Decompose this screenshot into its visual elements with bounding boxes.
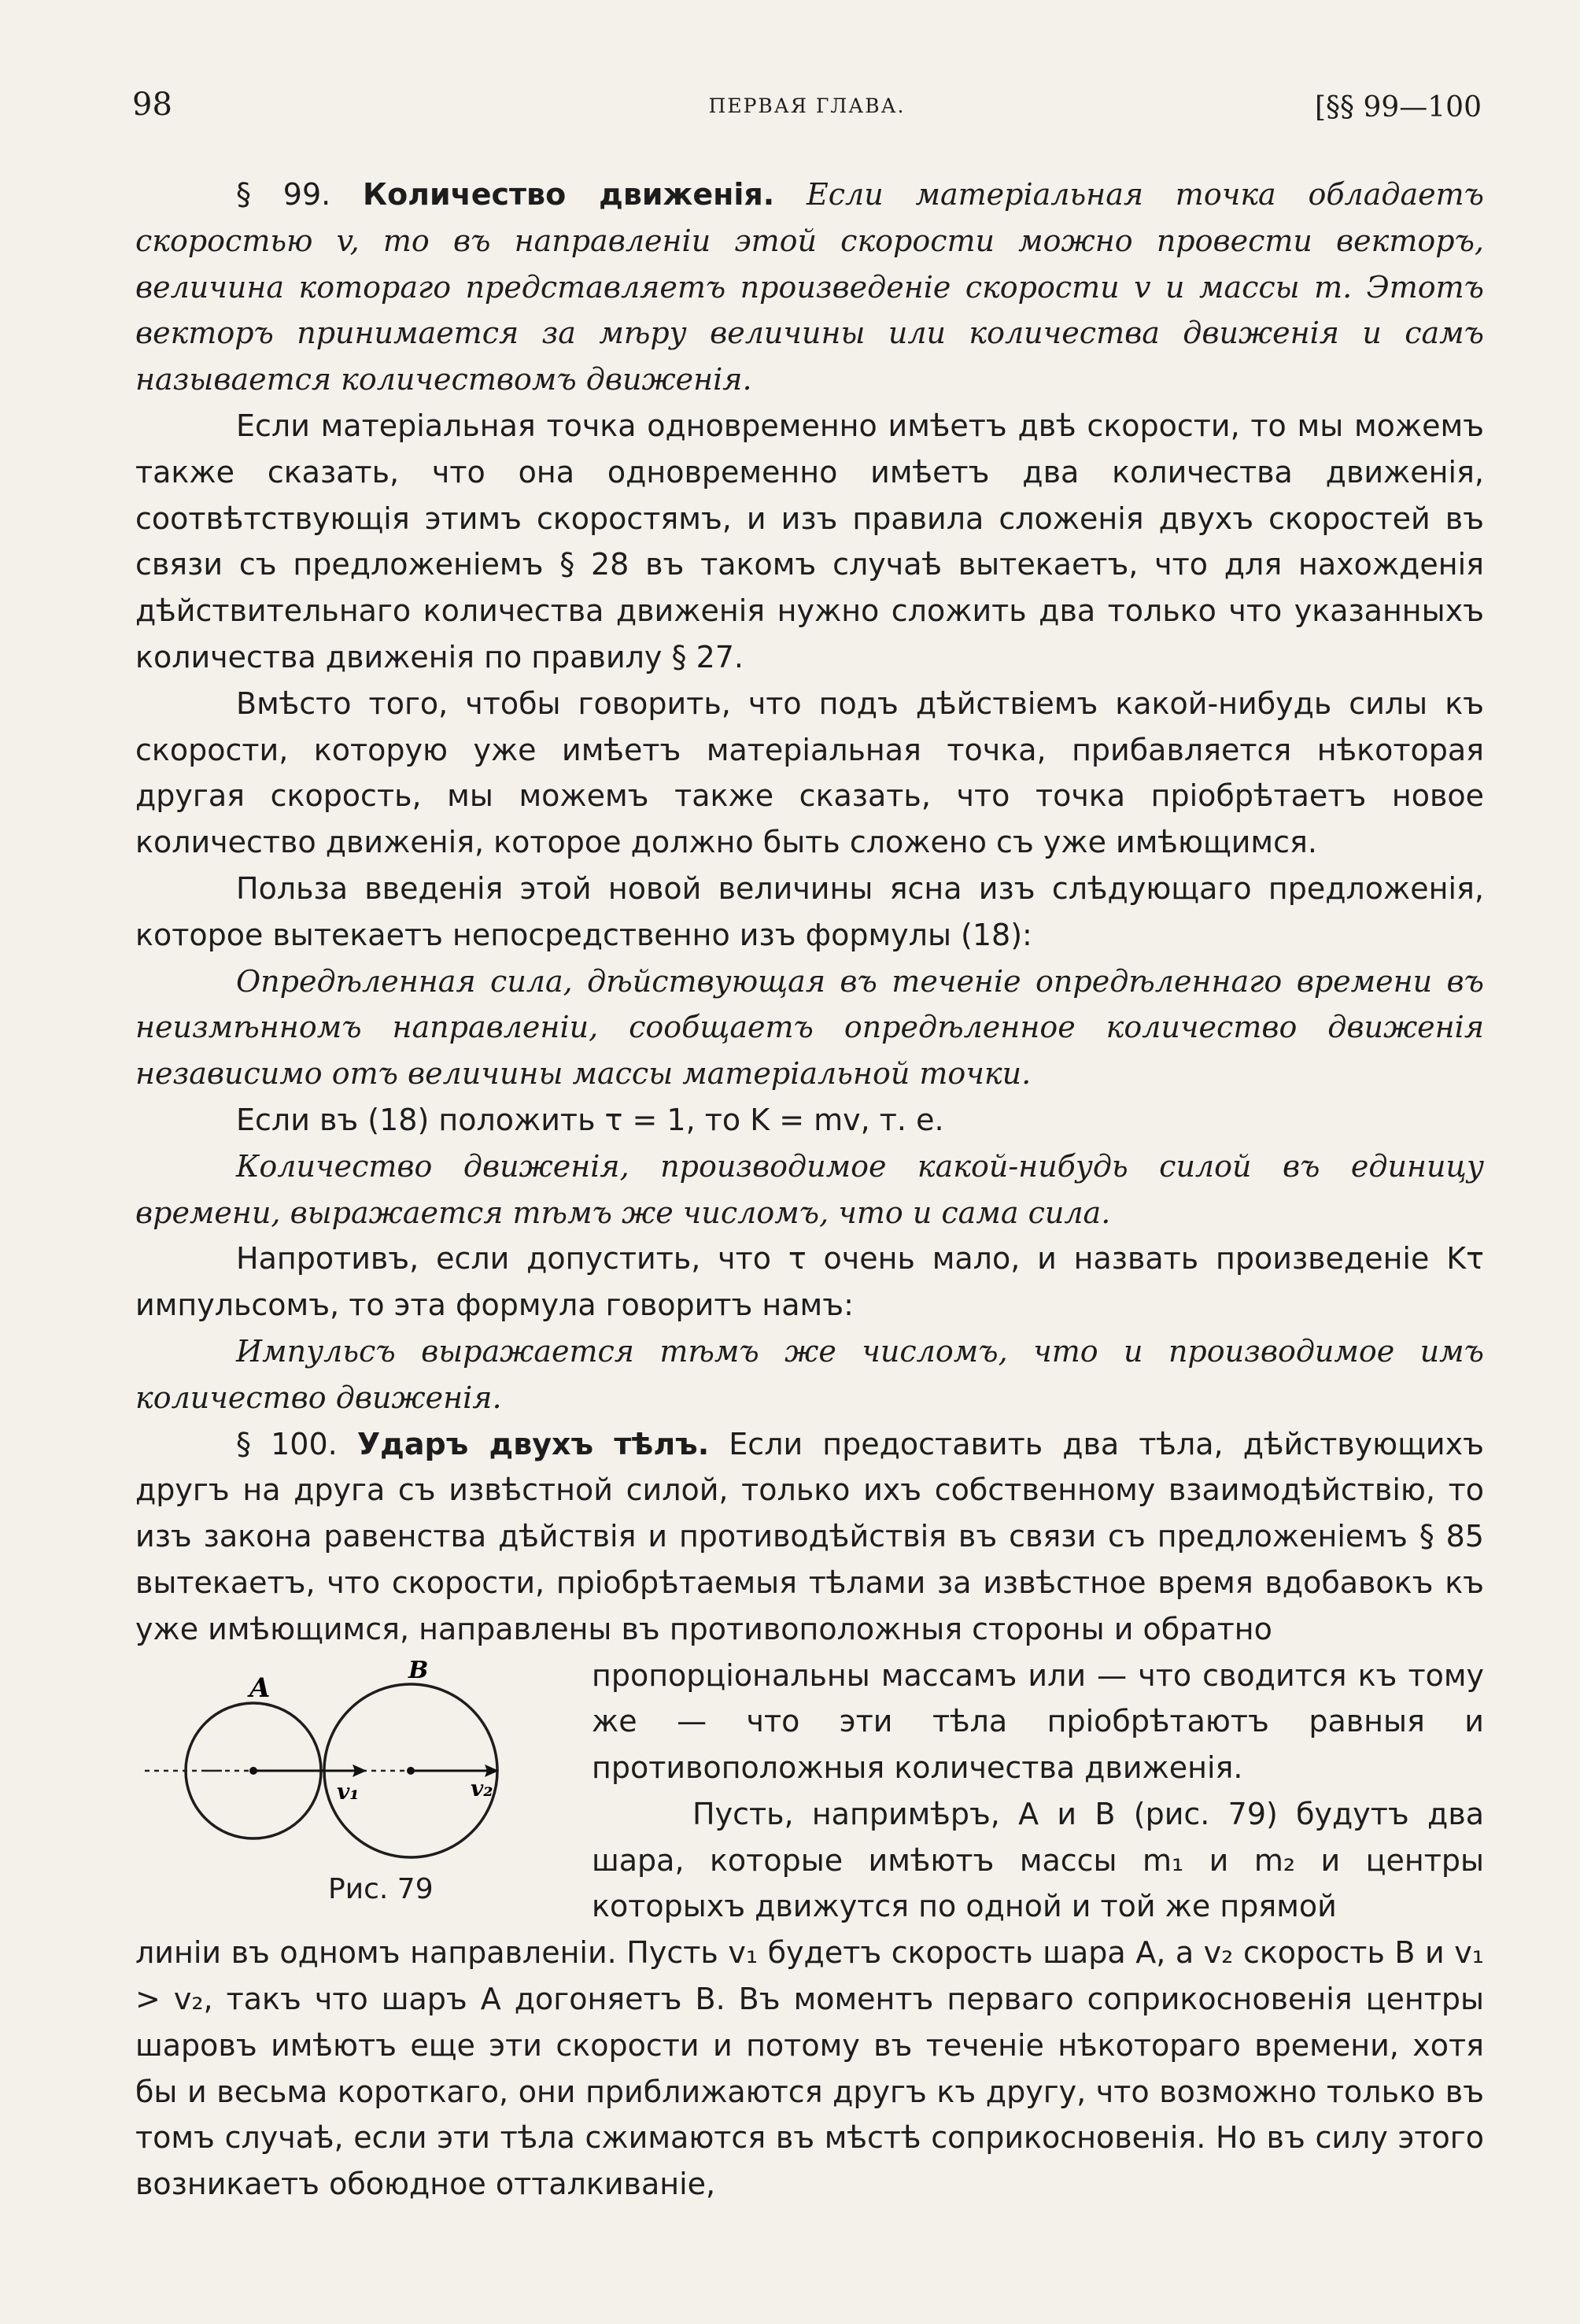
paragraph-5: Если въ (18) положить τ = 1, то K = mv, т. е. bbox=[236, 1102, 944, 1137]
figure-79 bbox=[135, 1653, 592, 1930]
theorem-impulse: Импульсъ выражается тѣмъ же числомъ, что и производимое имъ количество движенія. bbox=[135, 1333, 1484, 1415]
page-number: 98 bbox=[132, 87, 172, 123]
section-range: [§§ 99—100 bbox=[1314, 91, 1482, 124]
side-paragraph-b: Пусть, напримѣръ, A и B (рис. 79) будутъ два шара, которые имѣютъ массы m₁ и m₂ и центры которыхъ движутся по одной и той же прямой bbox=[592, 1796, 1484, 1924]
label-v2: v₂ bbox=[471, 1775, 493, 1801]
theorem-force: Опредѣленная сила, дѣйствующая въ теченіе опредѣленнаго времени въ неизмѣнномъ направленіи, сообщаетъ опредѣленное количество движенія независимо отъ величины массы матеріальной точки. bbox=[135, 963, 1484, 1092]
chapter-title: ПЕРВАЯ ГЛАВА. bbox=[708, 94, 906, 117]
section-100-number: § 100. bbox=[236, 1426, 338, 1461]
figure-side-text bbox=[592, 1653, 1484, 1931]
figure-caption: Рис. 79 bbox=[328, 1872, 434, 1905]
section-99-paragraph bbox=[135, 172, 1484, 403]
label-a: A bbox=[249, 1672, 271, 1704]
section-100-heading: Ударъ двухъ тѣлъ. bbox=[356, 1426, 710, 1461]
figure-79-drawing bbox=[135, 1653, 592, 1865]
paragraph-2: Вмѣсто того, чтобы говорить, что подъ дѣйствіемъ какой-нибудь силы къ скорости, которую уже имѣетъ матеріальная точка, прибавляется нѣкоторая другая скорость, мы можемъ также сказать, что точка пріобрѣтаетъ новое количество движенія, которое должно быть сложено съ уже имѣющимся. bbox=[135, 685, 1484, 860]
figure-block bbox=[135, 1653, 1484, 1931]
section-99-number: § 99. bbox=[236, 177, 331, 212]
section-99-statement: Если матеріальная точка обладаетъ скоростью v, то въ направленіи этой скорости можно провести векторъ, величина котораго представляетъ произведеніе скорости v и массы m. Этотъ векторъ принимается за мѣру величины или количества движенія и самъ называется количествомъ движенія. bbox=[135, 177, 1484, 397]
side-paragraph-a: пропорціональны массамъ или — что сводится къ тому же — что эти тѣла пріобрѣтаютъ равныя и противоположныя количества движенія. bbox=[592, 1657, 1484, 1786]
running-header bbox=[132, 87, 1482, 134]
label-v1: v₁ bbox=[337, 1778, 360, 1805]
section-100-paragraph bbox=[135, 1421, 1484, 1653]
paragraph-after-figure: линіи въ одномъ направленіи. Пусть v₁ будетъ скорость шара A, а v₂ скорость B и v₁ > v₂, такъ что шаръ A догоняетъ B. Въ моментъ перваго соприкосновенія центры шаровъ имѣютъ еще эти скорости и потому въ теченіе нѣкотораго времени, хотя бы и весьма короткаго, они приближаются другъ къ другу, что возможно только въ томъ случаѣ, если эти тѣла сжимаются въ мѣстѣ соприкосновенія. Но въ силу этого возникаетъ обоюдное отталкиваніе, bbox=[135, 1935, 1484, 2202]
section-99-heading: Количество движенія. bbox=[363, 177, 775, 212]
label-b: B bbox=[408, 1656, 429, 1684]
section-100-text: Если предоставить два тѣла, дѣйствующихъ другъ на друга съ извѣстной силой, только ихъ собственному взаимодѣйствію, то изъ закона равенства дѣйствія и противодѣйствія въ связи съ предложеніемъ § 85 вытекаетъ, что скорости, пріобрѣтаемыя тѣлами за извѣстное время вдобавокъ къ уже имѣющимся, направлены въ противоположныя стороны и обратно bbox=[135, 1426, 1484, 1646]
paragraph-7: Напротивъ, если допустить, что τ очень мало, и назвать произведеніе Kτ импульсомъ, то эта формула говоритъ намъ: bbox=[135, 1241, 1484, 1323]
paragraph-3: Польза введенія этой новой величины ясна изъ слѣдующаго предложенія, которое вытекаетъ непосредственно изъ формулы (18): bbox=[135, 870, 1484, 952]
theorem-unit-time: Количество движенія, производимое какой-нибудь силой въ единицу времени, выражается тѣмъ же числомъ, что и сама сила. bbox=[135, 1148, 1484, 1230]
page-body bbox=[135, 172, 1484, 2208]
paragraph-1: Если матеріальная точка одновременно имѣетъ двѣ скорости, то мы можемъ также сказать, что она одновременно имѣетъ два количества движенія, соотвѣтствующія этимъ скоростямъ, и изъ правила сложенія двухъ скоростей въ связи съ предложеніемъ § 28 въ такомъ случаѣ вытекаетъ, что для нахожденія дѣйствительнаго количества движенія нужно сложить два только что указанныхъ количества движенія по правилу § 27. bbox=[135, 408, 1484, 674]
